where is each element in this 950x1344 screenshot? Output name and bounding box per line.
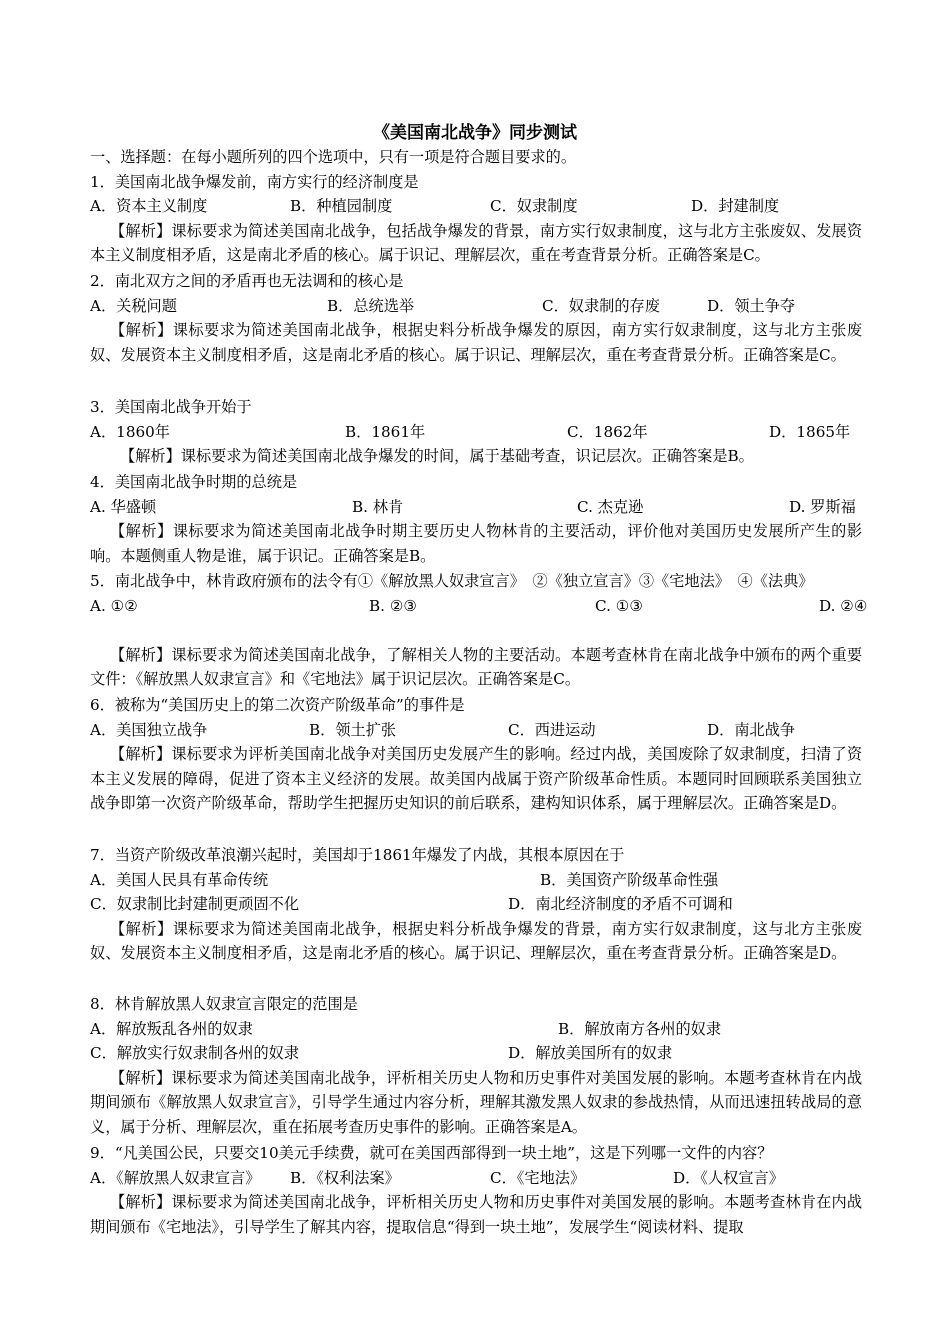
question-block-2 — [90, 269, 862, 367]
option-a: A．资本主义制度 — [90, 197, 208, 215]
analysis-text: 【解析】课标要求为简述美国南北战争时期主要历史人物林肯的主要活动，评价他对美国历史发展所产生的影响。本题侧重人物是谁，属于识记。正确答案是B。 — [90, 522, 862, 565]
options-row — [90, 1166, 862, 1191]
option-d: D. 罗斯福 — [789, 497, 856, 516]
option-c: C．奴隶制比封建制更顽固不化 — [90, 895, 300, 913]
analysis-text: 【解析】课标要求为简述美国南北战争，评析相关历史人物和历史事件对美国发展的影响。本题考查林肯在内战期间颁布《解放黑人奴隶宣言》，引导学生通过内容分析，理解其激发黑人奴隶的参战热情，从而迅速扭转战局的意义，属于分析、理解层次，重在拓展考查历史事件的影响。正确答案是A。 — [90, 1068, 862, 1136]
option-b: B．种植园制度 — [290, 197, 393, 215]
option-d: D．南北战争 — [707, 720, 796, 739]
section-intro: 一、选择题：在每小题所列的四个选项中，只有一项是符合题目要求的。 — [90, 148, 576, 166]
option-b: B．美国资产阶级革命性强 — [540, 870, 719, 889]
question-block-3 — [90, 395, 862, 469]
option-a: A．美国人民具有革命传统 — [90, 870, 269, 889]
option-d: D．封建制度 — [691, 197, 780, 215]
option-a: A. 华盛顿 — [90, 497, 157, 516]
question-block-8 — [90, 992, 862, 1139]
options-row — [90, 868, 862, 893]
option-d: D．《人权宣言》 — [673, 1168, 784, 1187]
option-b: B．总统选举 — [327, 296, 415, 315]
analysis-text: 【解析】课标要求为评析美国南北战争对美国历史发展产生的影响。经过内战，美国废除了奴隶制度，扫清了资本主义发展的障碍，促进了资本主义经济的发展。故美国内战属于资产阶级革命性质。本题同时回顾联系美国独立战争即第一次资产阶级革命，帮助学生把握历史知识的前后联系，建构知识体系，属于理解层次。正确答案是D。 — [90, 745, 862, 812]
option-c: C．西进运动 — [508, 720, 596, 739]
option-a: A. ①② — [90, 596, 138, 615]
analysis-text: 【解析】课标要求为简述美国南北战争，根据史料分析战争爆发的背景，南方实行奴隶制度，这与北方主张废奴、发展资本主义制度相矛盾，这是南北矛盾的核心。属于识记、理解层次，重在考查背景分析。正确答案是D。 — [90, 919, 862, 962]
option-c: C．奴隶制的存废 — [542, 296, 660, 315]
question-block-5 — [90, 569, 868, 692]
option-d: D．1865年 — [769, 422, 851, 441]
question-block-1 — [90, 145, 862, 268]
options-row — [90, 594, 868, 619]
page-title: 《美国南北战争》同步测试 — [373, 123, 577, 143]
option-a: A．关税问题 — [90, 296, 177, 315]
option-d: D．领土争夺 — [707, 296, 796, 315]
options-row — [90, 1017, 862, 1042]
options-row — [90, 420, 862, 445]
options-row — [90, 892, 862, 917]
option-a: A．《解放黑人奴隶宣言》 — [90, 1168, 261, 1187]
analysis-text: 【解析】课标要求为简述美国南北战争爆发的时间，属于基础考查，识记层次。正确答案是B。 — [120, 447, 754, 465]
option-c: C. ①③ — [595, 596, 643, 615]
options-row — [90, 495, 862, 520]
analysis-text: 【解析】课标要求为简述美国南北战争，包括战争爆发的背景，南方实行奴隶制度，这与北方主张废奴、发展资本主义制度相矛盾，这是南北矛盾的核心。属于识记、理解层次，重在考查背景分析。正确答案是C。 — [90, 221, 862, 264]
option-b: B. 林肯 — [352, 497, 404, 516]
question-stem: 7．当资产阶级改革浪潮兴起时，美国却于1861年爆发了内战，其根本原因在于 — [90, 846, 625, 864]
question-stem: 5．南北战争中，林肯政府颁布的法令有①《解放黑人奴隶宣言》 ②《独立宣言》③《宅地法》 ④《法典》 — [90, 572, 814, 590]
analysis-text: 【解析】课标要求为简述美国南北战争，根据史料分析战争爆发的原因，南方实行奴隶制度，这与北方主张废奴、发展资本主义制度相矛盾，这是南北矛盾的核心。属于识记、理解层次，重在考查背景分析。正确答案是C。 — [90, 321, 862, 364]
options-row — [90, 194, 862, 219]
option-d: D．南北经济制度的矛盾不可调和 — [508, 895, 733, 913]
option-d: D．解放美国所有的奴隶 — [508, 1044, 673, 1062]
analysis-text: 【解析】课标要求为简述美国南北战争，评析相关历史人物和历史事件对美国发展的影响。本题考查林肯在内战期间颁布《宅地法》，引导学生了解其内容，提取信息“得到一块土地”，发展学生“阅读材料、提取 — [90, 1193, 862, 1236]
options-row — [90, 718, 862, 743]
question-stem: 8．林肯解放黑人奴隶宣言限定的范围是 — [90, 995, 358, 1013]
options-row — [90, 294, 862, 319]
option-a: A．解放叛乱各州的奴隶 — [90, 1019, 253, 1038]
option-d: D. ②④ — [819, 596, 868, 615]
option-c: C．《宅地法》 — [490, 1168, 586, 1187]
question-block-4 — [90, 470, 862, 568]
question-stem: 2．南北双方之间的矛盾再也无法调和的核心是 — [90, 272, 404, 290]
question-stem: 6．被称为“美国历史上的第二次资产阶级革命”的事件是 — [90, 696, 465, 714]
option-b: B．领土扩张 — [309, 720, 397, 739]
analysis-text: 【解析】课标要求为简述美国南北战争，了解相关人物的主要活动。本题考查林肯在南北战争中颁布的两个重要文件：《解放黑人奴隶宣言》和《宅地法》属于识记层次。正确答案是C。 — [90, 645, 862, 688]
option-a: A．1860年 — [90, 422, 170, 441]
option-c: C. 杰克逊 — [577, 497, 644, 516]
option-b: B．《权利法案》 — [290, 1168, 400, 1187]
option-c: C．解放实行奴隶制各州的奴隶 — [90, 1044, 300, 1062]
question-stem: 4．美国南北战争时期的总统是 — [90, 473, 298, 491]
question-block-6 — [90, 693, 862, 816]
option-a: A．美国独立战争 — [90, 720, 208, 739]
option-c: C．1862年 — [567, 422, 648, 441]
question-block-7 — [90, 843, 862, 966]
option-b: B. ②③ — [369, 596, 418, 615]
option-b: B．1861年 — [345, 422, 426, 441]
question-block-9 — [90, 1141, 862, 1239]
options-row — [90, 1041, 862, 1066]
option-b: B．解放南方各州的奴隶 — [558, 1019, 722, 1038]
question-stem: 1．美国南北战争爆发前，南方实行的经济制度是 — [90, 172, 419, 191]
question-stem: 9．“凡美国公民，只要交10美元手续费，就可在美国西部得到一块土地”，这是下列哪一文件的内容？ — [90, 1144, 773, 1162]
option-c: C．奴隶制度 — [490, 197, 578, 215]
question-stem: 3．美国南北战争开始于 — [90, 398, 252, 416]
